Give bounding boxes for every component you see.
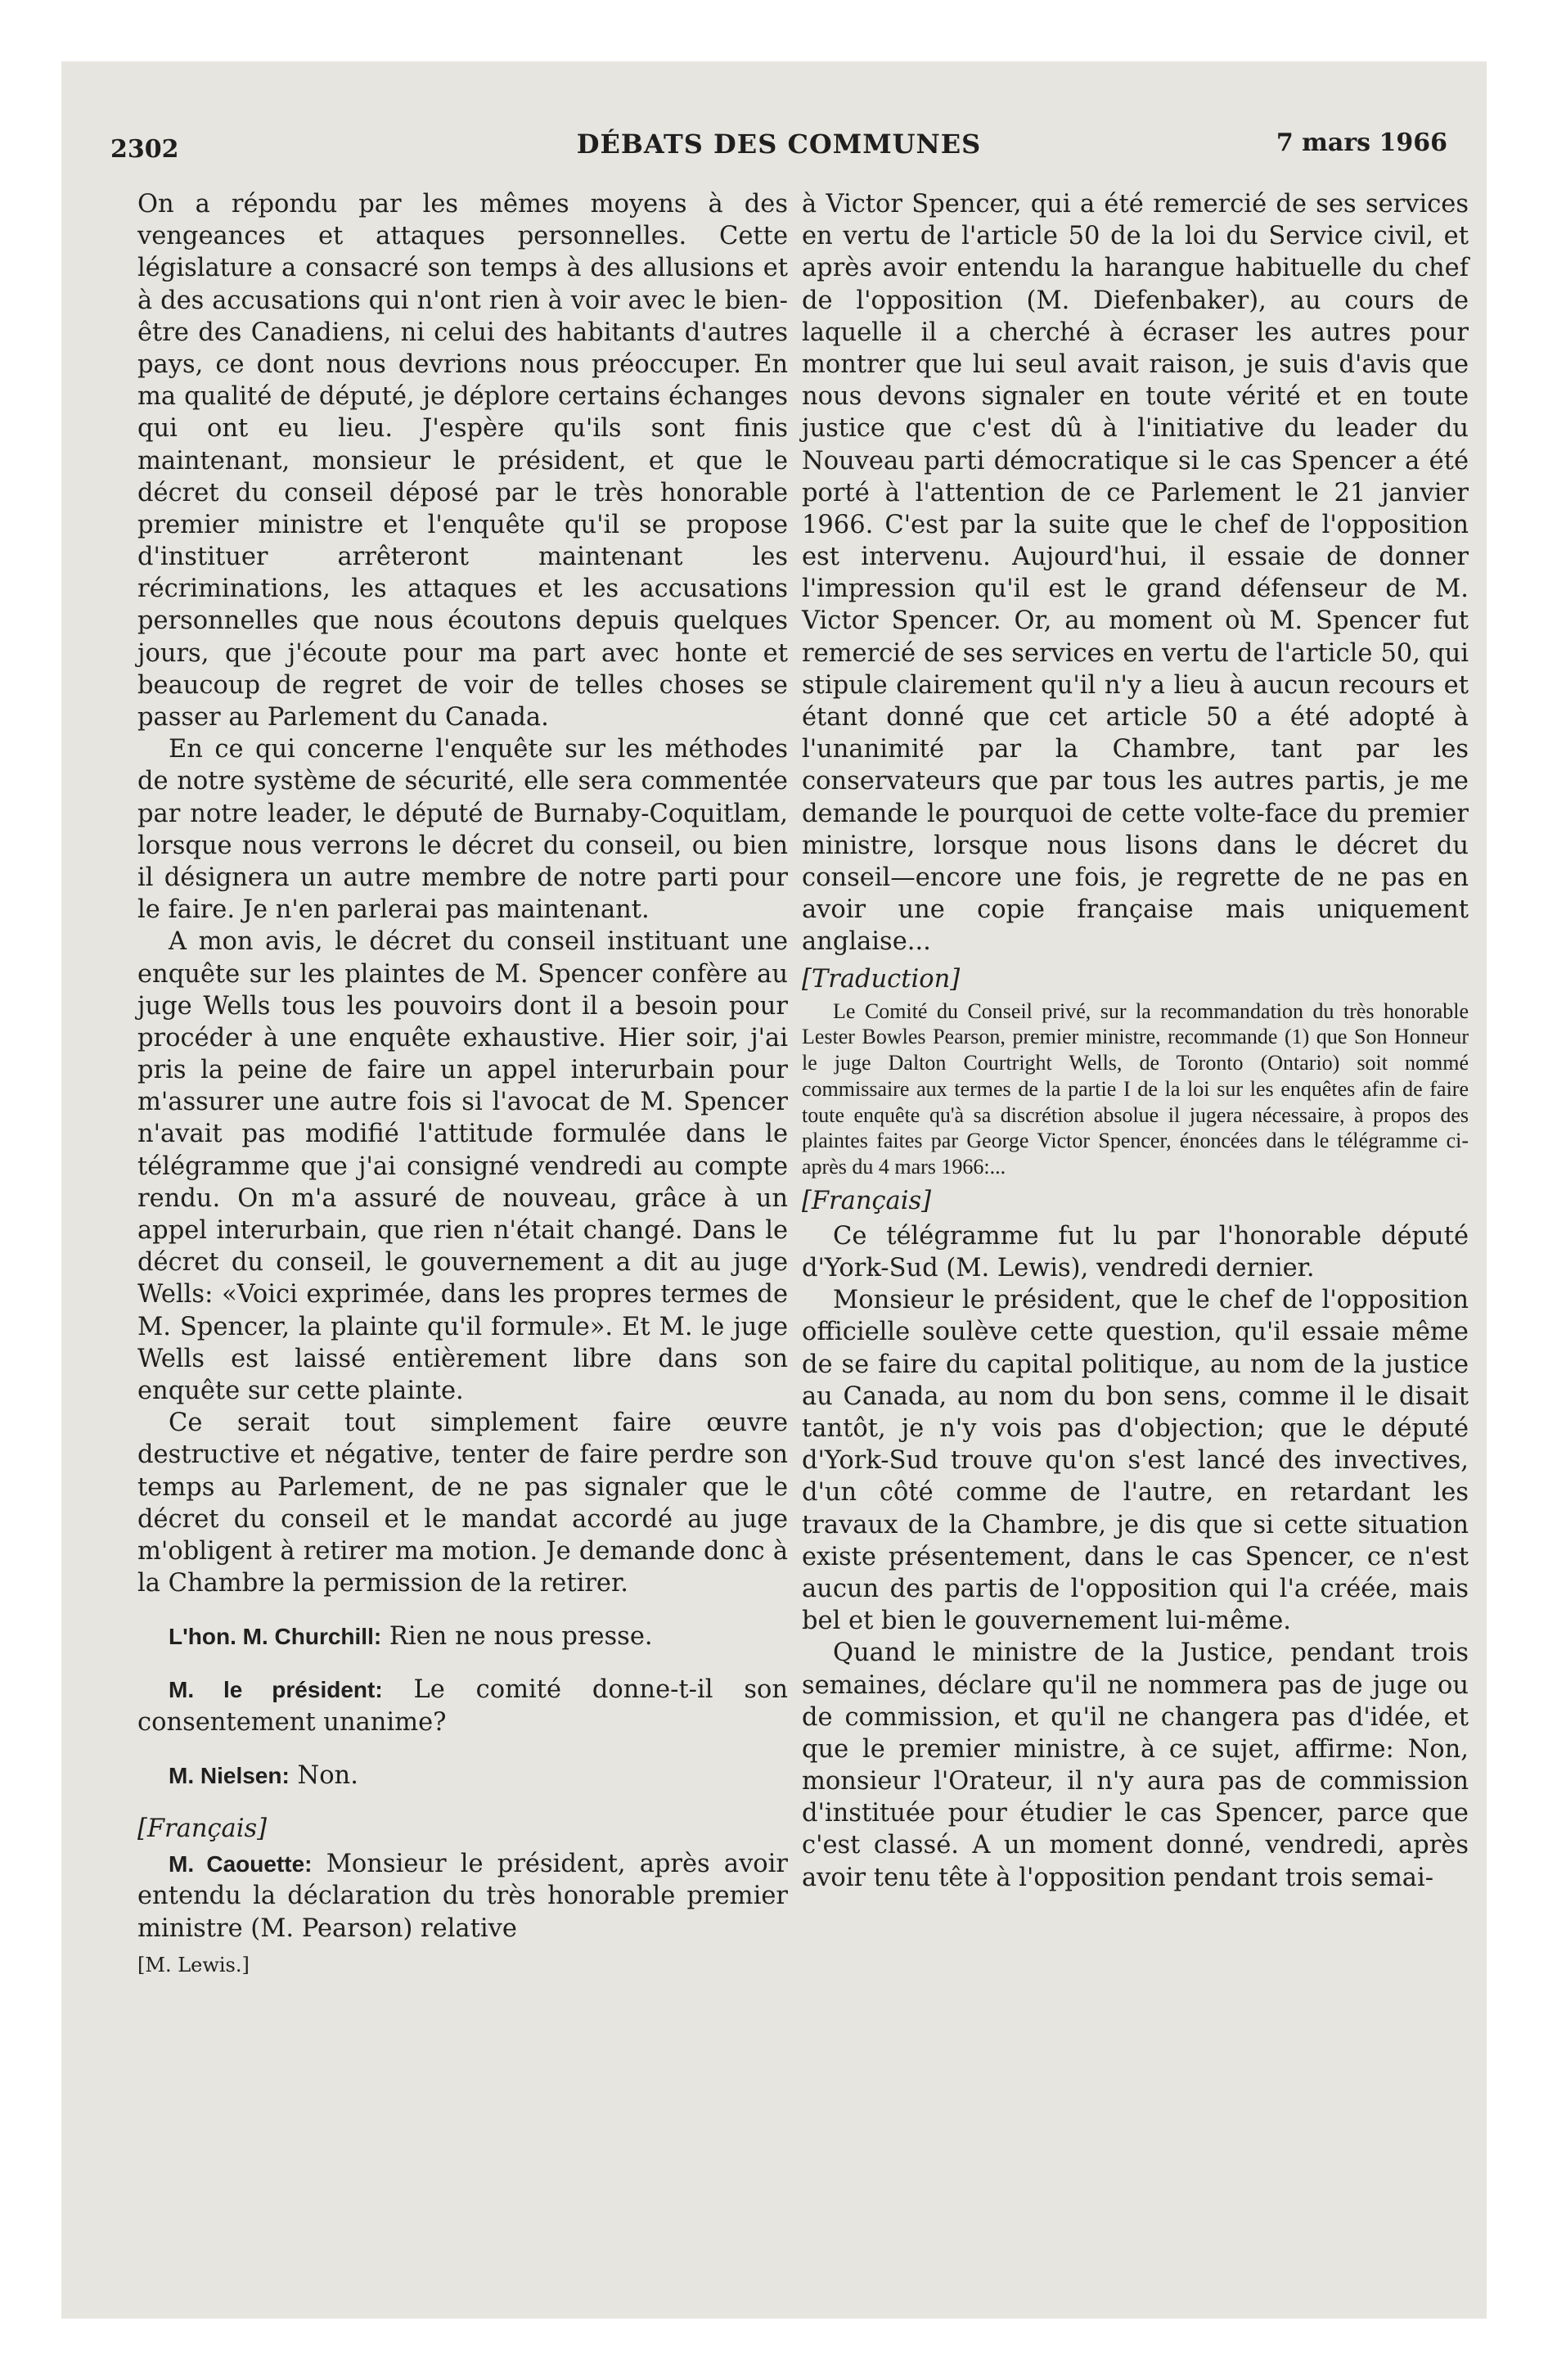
paragraph: à Victor Spencer, qui a été remercié de ses services en vertu de l'article 50 de la loi du Service civil, et après avoir entendu la harangue habituelle du chef de l'opposition (M. Diefenbaker), au cours de laquelle il a cherché à écraser les autres pour montrer que lui seul avait raison, je suis d'avis que nous devons signaler en toute vérité et en toute justice que c'est dû à l'initiative du leader du Nouveau parti démocratique si le cas Spencer a été porté à l'attention de ce Parlement le 21 janvier 1966. C'est par la suite que le chef de l'opposition est intervenu. Aujourd'hui, il essaie de donner l'impression qu'il est le grand défenseur de M. Victor Spencer. Or, au moment où M. Spencer fut remercié de ses services en vertu de l'article 50, qui stipule clairement qu'il n'y a lieu à aucun recours et étant donné que cet article 50 a été adopté à l'unanimité par la Chambre, tant par les conservateurs que par tous les autres partis, je me demande le pourquoi de cette volte-face du premier ministre, lorsque nous lisons dans le décret du conseil—encore une fois, je regrette de ne pas en avoir une copie française mais uniquement anglaise...: [802, 190, 1469, 957]
speech-churchill: [137, 1620, 788, 1652]
page-header: [110, 119, 1447, 168]
quoted-order: Le Comité du Conseil privé, sur la recommandation du très honorable Lester Bowles Pearson, premier ministre, recommande (1) que Son Honneur le juge Dalton Courtright Wells, de Toronto (Ontario) soit nommé commissaire aux termes de la partie I de la loi sur les enquêtes afin de faire toute enquête qu'à sa discrétion absolue il jugera nécessaire, à propos des plaintes faites par George Victor Spencer, énoncées dans le télégramme ci-après du 4 mars 1966:...: [802, 998, 1469, 1179]
page-title: DÉBATS DES COMMUNES: [576, 128, 982, 160]
paragraph: Quand le ministre de la Justice, pendant trois semaines, déclare qu'il ne nommera pas de juge ou de commission, et qu'il ne changera pas d'idée, et que le premier ministre, à ce sujet, affirme: Non, monsieur l'Orateur, il n'y aura pas de commission d'instituée pour étudier le cas Spencer, parce que c'est classé. A un moment donné, vendredi, après avoir tenu tête à l'opposition pendant trois semai-: [802, 1639, 1469, 1892]
left-column: [137, 188, 788, 1978]
speech-text: Non.: [289, 1760, 358, 1790]
language-tag: [Français]: [802, 1186, 932, 1215]
speech-text: Rien ne nous presse.: [381, 1622, 653, 1652]
right-column: [802, 188, 1469, 1894]
footnote: [M. Lewis.]: [137, 1953, 250, 1977]
speech-text: Monsieur le président, après avoir entendu la déclaration du très honorable premier ministre (M. Pearson) relative: [137, 1850, 788, 1943]
language-tag: [Traduction]: [802, 964, 961, 994]
speech-nielsen: [137, 1760, 788, 1792]
language-tag: [Français]: [137, 1814, 268, 1843]
paragraph: Monsieur le président, que le chef de l'opposition officielle soulève cette question, qu'il essaie même de se faire du capital politique, au nom de la justice au Canada, au nom du bon sens, comme il le disait tantôt, je n'y vois pas d'objection; que le député d'York-Sud trouve qu'on s'est lancé des invectives, d'un côté comme de l'autre, en retardant les travaux de la Chambre, je dis que si cette situation existe présentement, dans le cas Spencer, ce n'est aucun des partis de l'opposition qui l'a créée, mais bel et bien le gouvernement lui-même.: [802, 1286, 1469, 1636]
speaker-name: M. Caouette:: [169, 1851, 313, 1877]
page-number: 2302: [110, 135, 179, 164]
speech-caouette: [137, 1848, 788, 1945]
speaker-name: M. Nielsen:: [169, 1762, 290, 1788]
paragraph: A mon avis, le décret du conseil instituant une enquête sur les plaintes de M. Spencer confère au juge Wells tous les pouvoirs dont il a besoin pour procéder à une enquête exhaustive. Hier soir, j'ai pris la peine de faire un appel interurbain pour m'assurer une autre fois si l'avocat de M. Spencer n'avait pas modifié l'attitude formulée dans le télégramme que j'ai consigné vendredi au compte rendu. On m'a assuré de nouveau, grâce à un appel interurbain, que rien n'était changé. Dans le décret du conseil, le gouvernement a dit au juge Wells: «Voici exprimée, dans les propres termes de M. Spencer, la plainte qu'il formule». Et M. le juge Wells est laissé entièrement libre dans son enquête sur cette plainte.: [137, 927, 788, 1405]
paragraph: On a répondu par les mêmes moyens à des vengeances et attaques personnelles. Cette législature a consacré son temps à des allusions et à des accusations qui n'ont rien à voir avec le bien-être des Canadiens, ni celui des habitants d'autres pays, ce dont nous devrions nous préoccuper. En ma qualité de député, je déplore certains échanges qui ont eu lieu. J'espère qu'ils sont finis maintenant, monsieur le président, et que le décret du conseil déposé par le très honorable premier ministre et l'enquête qu'il se propose d'instituer arrêteront maintenant les récriminations, les attaques et les accusations personnelles que nous écoutons depuis quelques jours, que j'écoute pour ma part avec honte et beaucoup de regret de voir de telles choses se passer au Parlement du Canada.: [137, 190, 788, 732]
paragraph: Ce serait tout simplement faire œuvre destructive et négative, tenter de faire perdre son temps au Parlement, de ne pas signaler que le décret du conseil et le mandat accordé au juge m'obligent à retirer ma motion. Je demande donc à la Chambre la permission de la retirer.: [137, 1409, 788, 1598]
speaker-name: L'hon. M. Churchill:: [169, 1624, 382, 1650]
speech-president: [137, 1674, 788, 1738]
speech-text: Le comité donne-t-il son consentement unanime?: [137, 1675, 788, 1737]
paragraph: En ce qui concerne l'enquête sur les méthodes de notre système de sécurité, elle sera commentée par notre leader, le député de Burnaby-Coquitlam, lorsque nous verrons le décret du conseil, ou bien il désignera un autre membre de notre parti pour le faire. Je n'en parlerai pas maintenant.: [137, 735, 788, 925]
page-date: 7 mars 1966: [1276, 128, 1447, 157]
speaker-name: M. le président:: [169, 1677, 383, 1703]
scanned-page: [61, 61, 1487, 2319]
paragraph: Ce télégramme fut lu par l'honorable député d'York-Sud (M. Lewis), vendredi dernier.: [802, 1221, 1469, 1283]
